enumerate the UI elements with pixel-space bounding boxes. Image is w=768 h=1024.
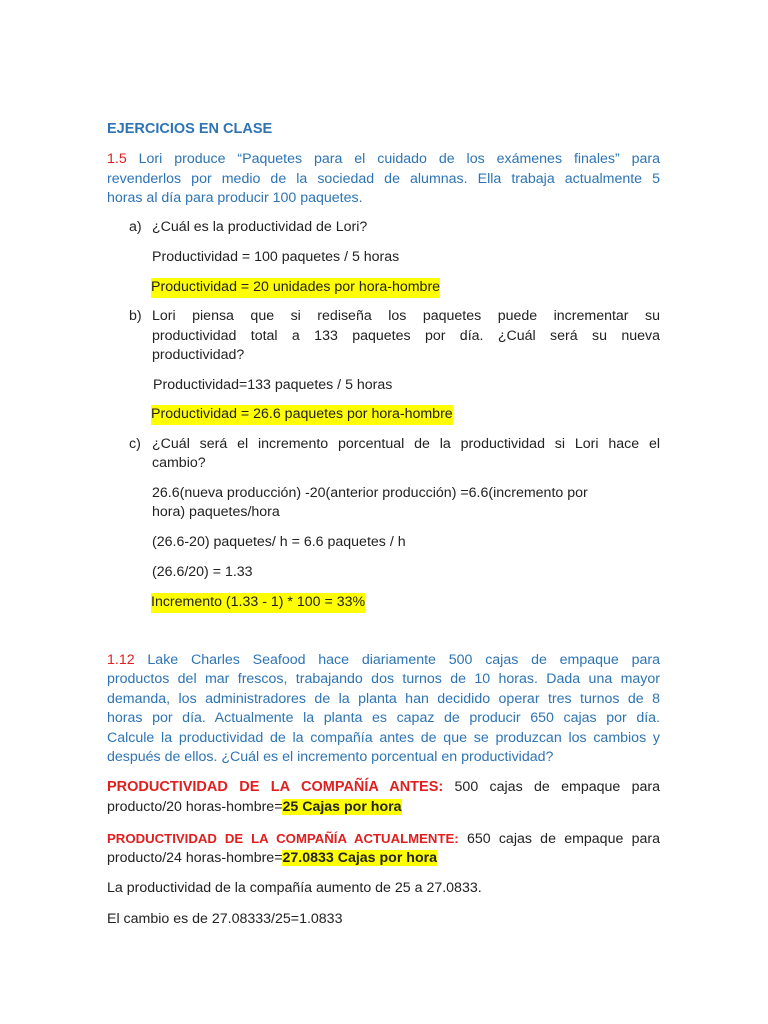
problem-1-5-line-2: revenderlos por medio de la sociedad de alumnas. Ella trabaja actualmente 5	[107, 171, 660, 187]
item-b-marker: b)	[129, 308, 142, 324]
conclusion-1: La productividad de la compañía aumento de 25 a 27.0833.	[107, 880, 482, 896]
before-formula: producto/20 horas-hombre=	[107, 799, 283, 815]
before-text: 500 cajas de empaque para	[454, 779, 660, 795]
before-result: 25 Cajas por hora	[282, 799, 402, 815]
item-c-marker: c)	[129, 436, 141, 452]
item-b-line-3: productividad?	[152, 347, 245, 363]
item-a-question: ¿Cuál es la productividad de Lori?	[152, 219, 368, 235]
problem-text: Lake Charles Seafood hace diariamente 500 cajas de empaque para	[134, 652, 660, 668]
problem-1-12-line-6: después de ellos. ¿Cuál es el incremento porcentual en productividad?	[107, 749, 554, 765]
after-formula: producto/24 horas-hombre=	[107, 850, 283, 866]
item-a-marker: a)	[129, 219, 142, 235]
item-c-answer: Incremento (1.33 - 1) * 100 = 33%	[151, 593, 365, 613]
item-b-line-1: Lori piensa que si rediseña los paquetes puede incrementar su	[152, 308, 660, 324]
problem-1-12-line-4: horas por día. Actualmente la planta es capaz de producir 650 cajas por día.	[107, 710, 660, 726]
section-heading: EJERCICIOS EN CLASE	[107, 121, 273, 137]
after-result: 27.0833 Cajas por hora	[282, 850, 438, 866]
problem-1-12-line-3: demanda, los administradores de la planta han decidido operar tres turnos de 8	[107, 691, 660, 707]
item-c-calc-2: (26.6-20) paquetes/ h = 6.6 paquetes / h	[152, 534, 406, 550]
item-b-line-2: productividad total a 133 paquetes por día. ¿Cuál será su nueva	[152, 328, 660, 344]
problem-1-12-line-1	[107, 651, 660, 671]
after-line-2	[107, 849, 437, 869]
problem-number: 1.12	[107, 652, 135, 668]
item-c-calc-1: 26.6(nueva producción) -20(anterior producción) =6.6(incremento por	[152, 485, 588, 501]
item-c-line-1: ¿Cuál será el incremento porcentual de la productividad si Lori hace el	[152, 436, 660, 452]
item-a-answer: Productividad = 20 unidades por hora-hombre	[151, 278, 440, 298]
after-line-1	[107, 829, 660, 849]
item-b-answer: Productividad = 26.6 paquetes por hora-hombre	[151, 405, 453, 425]
problem-1-5-line-3: horas al día para producir 100 paquetes.	[107, 190, 363, 206]
after-text: 650 cajas de empaque para	[466, 831, 660, 847]
item-b-calc: Productividad=133 paquetes / 5 horas	[153, 377, 393, 393]
problem-1-12-line-2: productos del mar frescos, trabajando dos turnos de 10 horas. Dada una mayor	[107, 671, 660, 687]
item-c-line-2: cambio?	[152, 455, 206, 471]
problem-1-12-line-5: Calcule la productividad de la compañía antes de que se produzcan los cambios y	[107, 730, 660, 746]
before-label: PRODUCTIVIDAD DE LA COMPAÑÍA ANTES:	[107, 779, 444, 795]
problem-number: 1.5	[107, 151, 127, 167]
item-c-calc-3: (26.6/20) = 1.33	[152, 564, 253, 580]
item-a-calc: Productividad = 100 paquetes / 5 horas	[152, 249, 400, 265]
item-c-calc-1-cont: hora) paquetes/hora	[152, 504, 280, 520]
before-line-1	[107, 777, 660, 797]
before-line-2	[107, 798, 402, 818]
after-label: PRODUCTIVIDAD DE LA COMPAÑÍA ACTUALMENTE:	[107, 831, 459, 846]
problem-text: Lori produce “Paquetes para el cuidado de los exámenes finales” para	[126, 151, 660, 167]
conclusion-2: El cambio es de 27.08333/25=1.0833	[107, 911, 343, 927]
problem-1-5-line-1	[107, 150, 660, 170]
